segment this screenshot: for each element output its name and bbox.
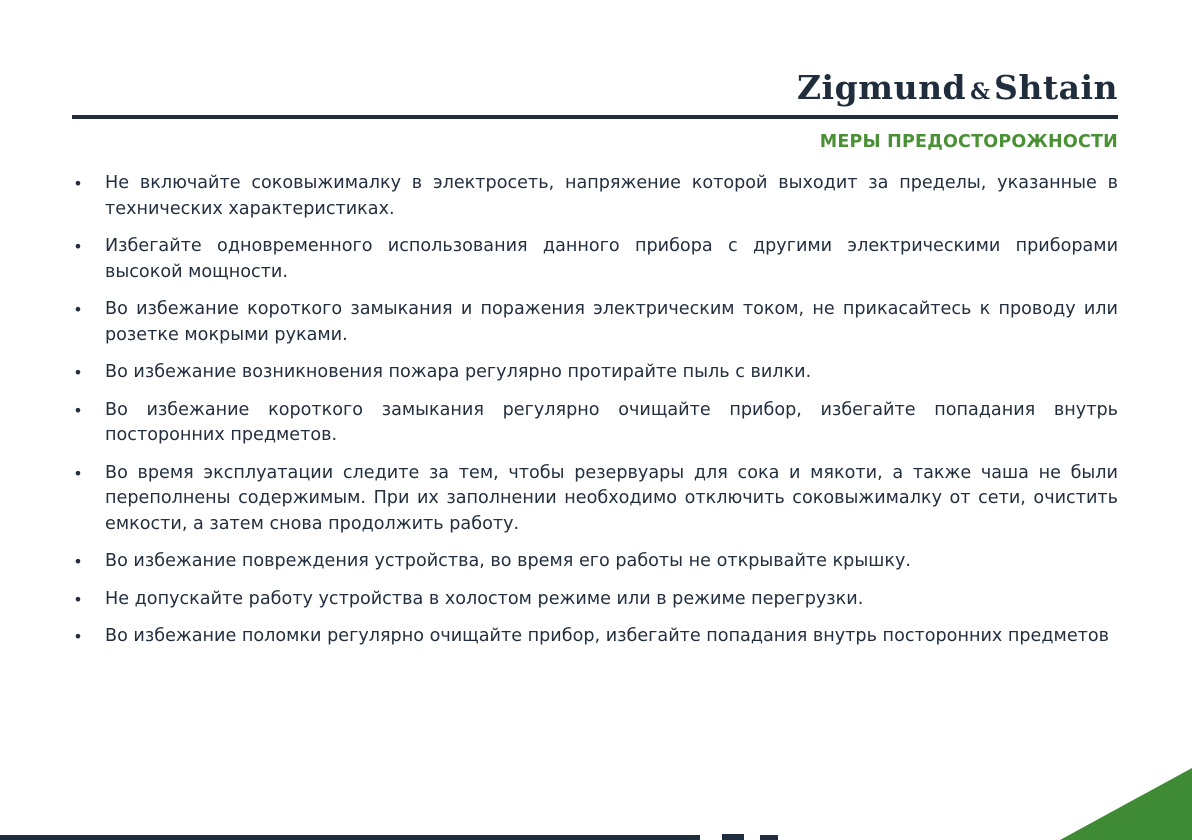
bullet-icon: • (73, 463, 83, 483)
section-title: МЕРЫ ПРЕДОСТОРОЖНОСТИ (819, 132, 1118, 152)
list-item-text: Во избежание повреждения устройства, во время его работы не открывайте крышку. (105, 551, 911, 571)
green-corner-triangle (1060, 768, 1192, 840)
bullet-icon: • (73, 552, 83, 571)
list-item (72, 360, 1118, 386)
list-item-text: Во избежание короткого замыкания и поражения электрическим током, не прикасайтесь к проводу или розетке мокрыми руками. (105, 299, 1118, 345)
header-divider (72, 115, 1118, 119)
bullet-icon: • (73, 400, 83, 420)
bullet-icon: • (73, 589, 83, 609)
list-item-text: Во время эксплуатации следите за тем, чтобы резервуары для сока и мякоти, а также чаша не были переполнены содержимым. При их заполнении необходимо отключить соковыжималку от сети, очистить емкости, а затем снова продолжить работу. (105, 462, 1118, 534)
list-item (72, 587, 1118, 613)
bullet-icon: • (73, 363, 83, 382)
list-item-text: Во избежание возникновения пожара регулярно протирайте пыль с вилки. (105, 362, 812, 382)
precautions-list (72, 171, 1118, 662)
footer-mark (722, 834, 744, 840)
list-item-text: Избегайте одновременного использования данного прибора с другими электрическими приборами высокой мощности. (105, 236, 1118, 282)
green-corner-decoration (1060, 768, 1192, 840)
bullet-icon: • (73, 627, 83, 646)
list-item (72, 461, 1118, 538)
brand-logo (797, 68, 1118, 108)
list-item (72, 297, 1118, 348)
footer-line (0, 835, 700, 840)
list-item-text: Во избежание поломки регулярно очищайте прибор, избегайте попадания внутрь посторонних предметов (105, 626, 1110, 646)
list-item-text: Не включайте соковыжималку в электросеть, напряжение которой выходит за пределы, указанные в технических характеристиках. (105, 173, 1118, 219)
list-item-text: Не допускайте работу устройства в холостом режиме или в режиме перегрузки. (105, 588, 864, 609)
footer-mark (760, 835, 778, 840)
list-item-text: Во избежание короткого замыкания регулярно очищайте прибор, избегайте попадания внутрь посторонних предметов. (105, 399, 1118, 445)
brand-logo-part2: Shtain (994, 68, 1118, 107)
list-item (72, 234, 1118, 285)
bullet-icon: • (73, 300, 83, 319)
list-item (72, 398, 1118, 449)
bullet-icon: • (73, 174, 83, 193)
bullet-icon: • (73, 237, 83, 256)
brand-logo-ampersand: & (970, 79, 991, 105)
list-item (72, 624, 1118, 650)
list-item (72, 171, 1118, 222)
list-item (72, 549, 1118, 575)
brand-logo-part1: Zigmund (796, 68, 967, 107)
